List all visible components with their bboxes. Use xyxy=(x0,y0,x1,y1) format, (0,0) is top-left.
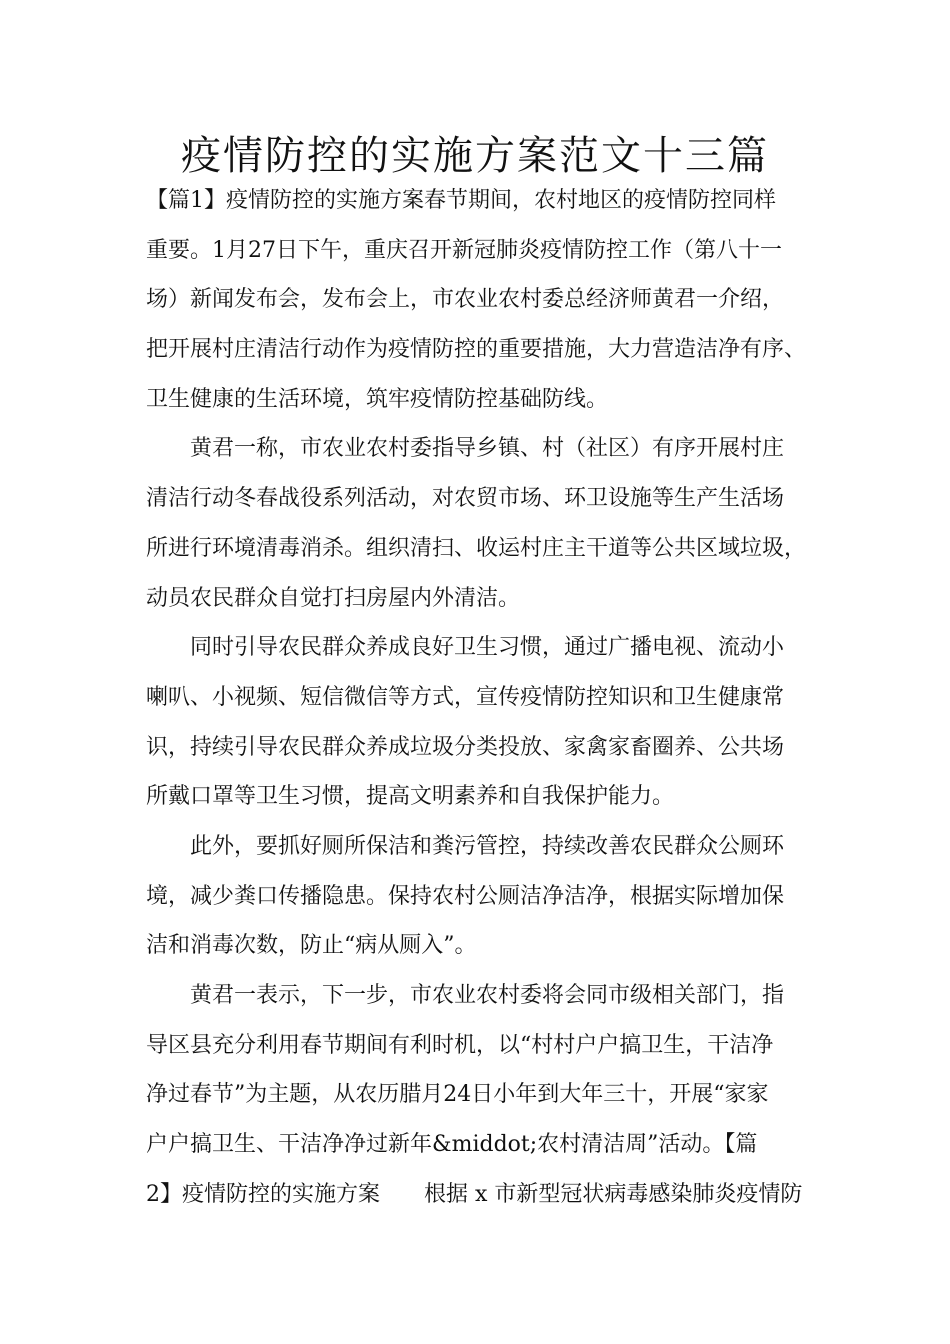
text-line: 动员农民群众自觉打扫房屋内外清洁。 xyxy=(146,585,521,611)
text-line: 识，持续引导农民群众养成垃圾分类投放、家禽家畜圈养、公共场 xyxy=(146,734,785,760)
text-line: 导区县充分利用春节期间有利时机，以“村村户户搞卫生，干洁净 xyxy=(146,1032,774,1058)
document-body xyxy=(146,176,806,1219)
text-line: 同时引导农民群众养成良好卫生习惯，通过广播电视、流动小 xyxy=(190,635,785,661)
text-line: 把开展村庄清洁行动作为疫情防控的重要措施，大力营造洁净有序、 xyxy=(146,337,807,363)
paragraph-5 xyxy=(146,971,806,1219)
text-line: 2】疫情防控的实施方案 根据 x 市新型冠状病毒感染肺炎疫情防 xyxy=(146,1181,803,1207)
paragraph-4 xyxy=(146,822,806,971)
text-line: 境，减少粪口传播隐患。保持农村公厕洁净洁净，根据实际增加保 xyxy=(146,883,785,909)
text-line: 洁和消毒次数，防止“病从厕入”。 xyxy=(146,933,477,959)
paragraph-1 xyxy=(146,176,806,424)
text-line: 所戴口罩等卫生习惯，提高文明素养和自我保护能力。 xyxy=(146,784,675,810)
text-line: 黄君一表示，下一步，市农业农村委将会同市级相关部门，指 xyxy=(190,983,785,1008)
text-line: 净过春节”为主题，从农历腊月24日小年到大年三十，开展“家家 xyxy=(146,1082,769,1108)
text-line: 卫生健康的生活环境，筑牢疫情防控基础防线。 xyxy=(146,386,609,412)
text-line: 场）新闻发布会，发布会上，市农业农村委总经济师黄君一介绍， xyxy=(146,287,785,313)
text-line: 所进行环境清毒消杀。组织清扫、收运村庄主干道等公共区域垃圾， xyxy=(146,535,807,561)
text-line: 此外，要抓好厕所保洁和粪污管控，持续改善农民群众公厕环 xyxy=(190,833,785,859)
text-line: 清洁行动冬春战役系列活动，对农贸市场、环卫设施等生产生活场 xyxy=(146,486,785,512)
document-title: 疫情防控的实施方案范文十三篇 xyxy=(181,133,769,179)
text-line: 重要。1月27日下午，重庆召开新冠肺炎疫情防控工作（第八十一 xyxy=(146,237,782,263)
text-line: 喇叭、小视频、短信微信等方式，宣传疫情防控知识和卫生健康常 xyxy=(146,684,785,710)
paragraph-2 xyxy=(146,424,806,623)
paragraph-3 xyxy=(146,623,806,822)
text-line: 【篇1】疫情防控的实施方案春节期间，农村地区的疫情防控同样 xyxy=(146,188,776,213)
text-line: 户户搞卫生、干洁净净过新年&middot;农村清洁周”活动。【篇 xyxy=(146,1132,758,1158)
text-line: 黄君一称，市农业农村委指导乡镇、村（社区）有序开展村庄 xyxy=(190,436,785,462)
